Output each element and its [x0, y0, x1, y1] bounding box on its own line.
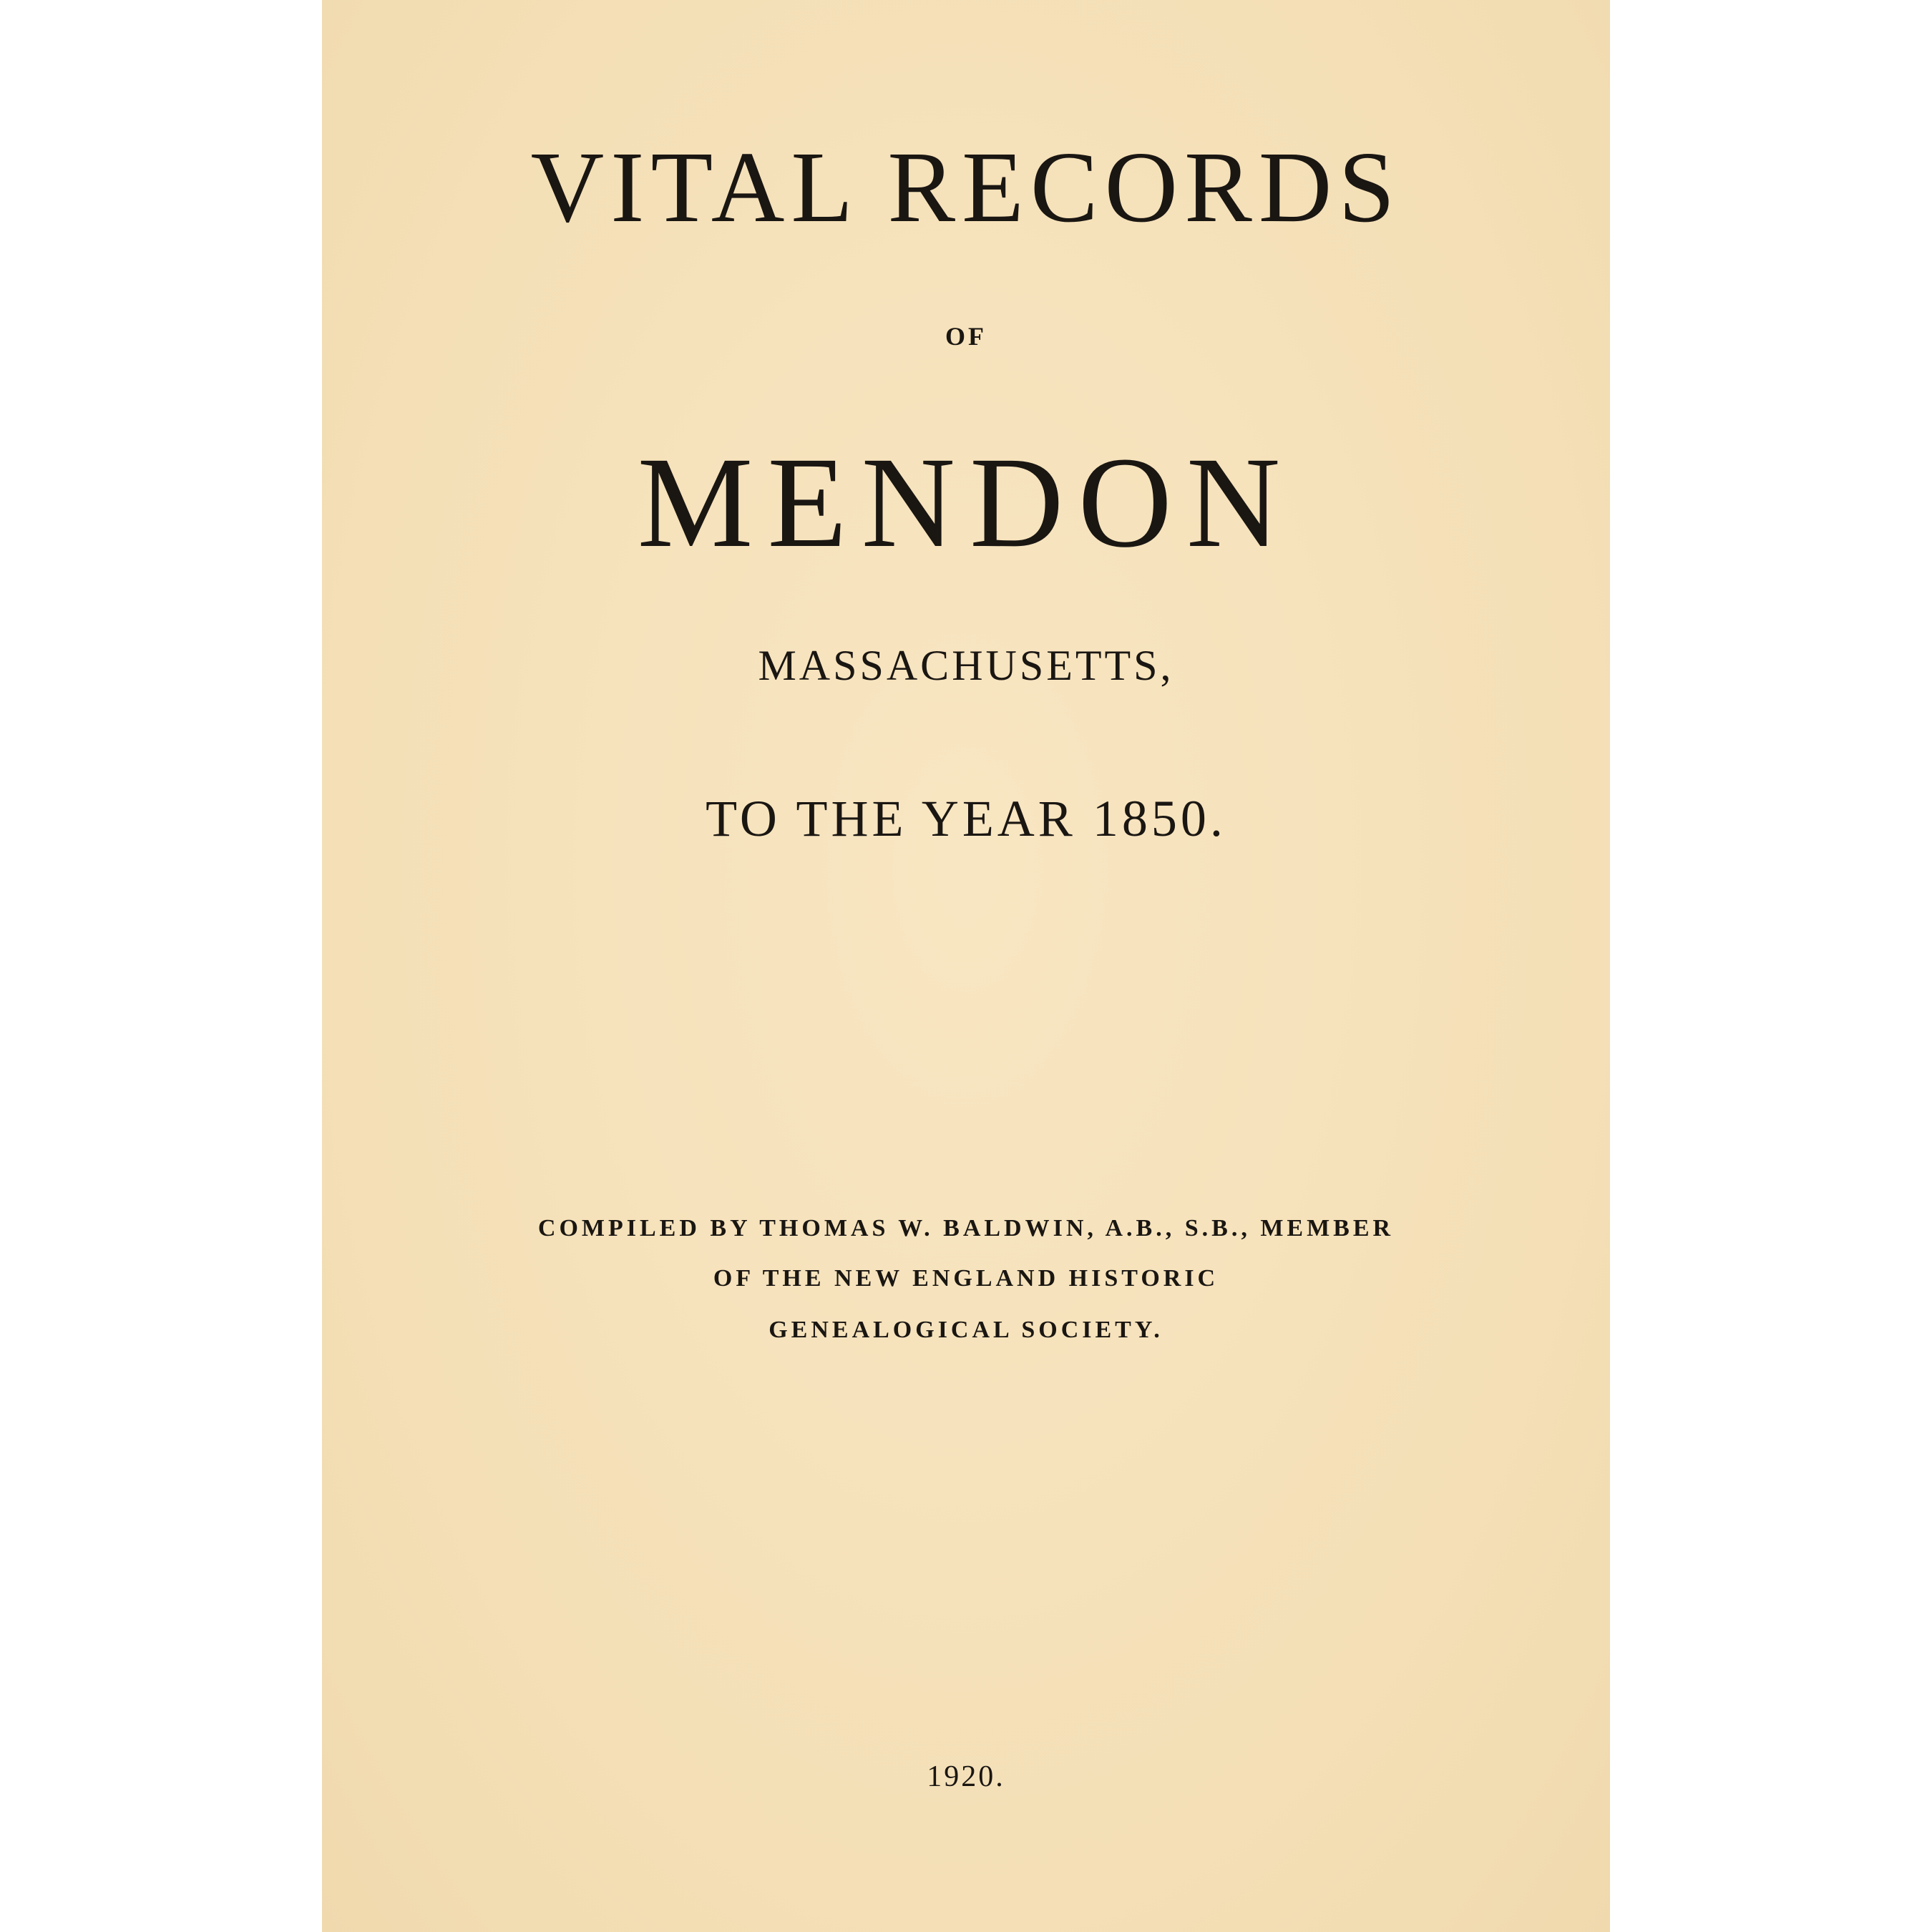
period-line: TO THE YEAR 1850. [706, 790, 1226, 847]
state-name: MASSACHUSETTS, [758, 642, 1174, 689]
compiler-line-3: GENEALOGICAL SOCIETY. [769, 1317, 1163, 1343]
publication-year: 1920. [927, 1760, 1005, 1793]
title-connector: OF [945, 322, 987, 351]
town-name: MENDON [637, 431, 1295, 575]
book-title: VITAL RECORDS [530, 130, 1402, 243]
compiler-line-1: COMPILED BY THOMAS W. BALDWIN, A.B., S.B., MEMBER [537, 1215, 1395, 1241]
compiler-line-2: OF THE NEW ENGLAND HISTORIC [713, 1265, 1219, 1292]
title-page [322, 0, 1610, 1932]
